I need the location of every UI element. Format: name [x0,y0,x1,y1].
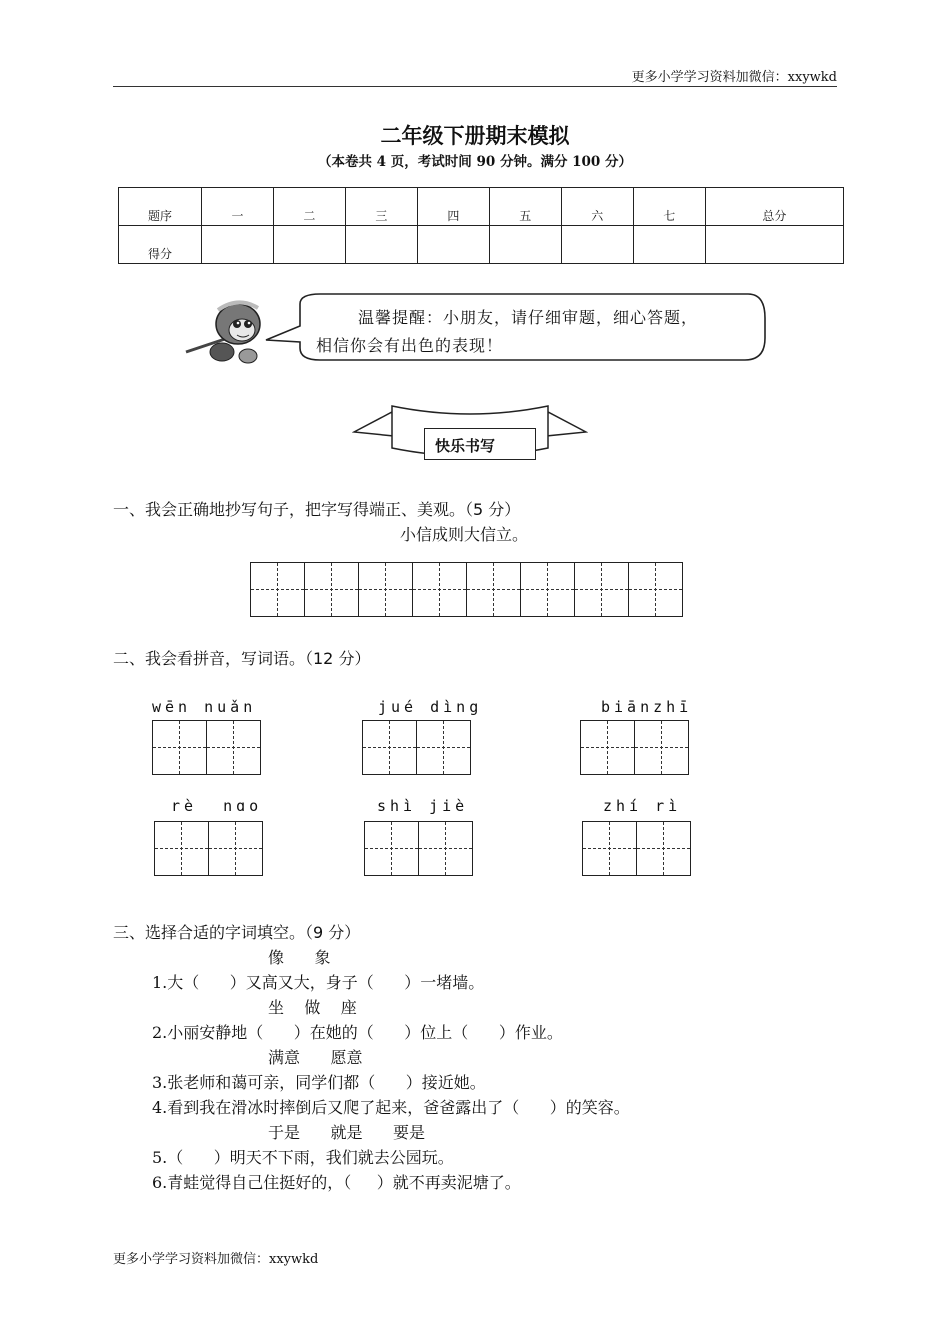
score-input-cell[interactable] [273,226,345,264]
writing-box[interactable] [362,720,417,775]
score-input-cell[interactable] [417,226,489,264]
page-title: 二年级下册期末模拟 [380,124,570,148]
q3-sentence-2: 2.小丽安静地（ ）在她的（ ）位上（ ）作业。 [152,1023,563,1042]
score-input-cell[interactable] [561,226,633,264]
score-cell: 五 [489,188,561,226]
q3-options-3: 满意 愿意 [268,1048,363,1067]
score-table [118,187,844,264]
q1-writing-grid[interactable] [251,562,683,617]
writing-box[interactable] [580,720,635,775]
q3-sentence-6: 6.青蛙觉得自己住挺好的，（ ）就不再卖泥塘了。 [152,1173,521,1192]
q3-sentence-1: 1.大（ ）又高又大，身子（ ）一堵墙。 [152,973,485,992]
writing-box[interactable] [574,562,629,617]
q3-options-4: 于是 就是 要是 [268,1123,426,1142]
score-cell: 题序 [119,188,202,226]
score-cell: 七 [633,188,705,226]
pinyin-answer-grid[interactable] [583,821,691,876]
reminder-line-1: 温馨提醒：小朋友，请仔细审题，细心答题， [358,308,699,327]
writing-box[interactable] [520,562,575,617]
score-input-cell[interactable] [633,226,705,264]
writing-box[interactable] [582,821,637,876]
score-input-cell[interactable] [705,226,843,264]
q3-sentence-5: 5.（ ）明天不下雨，我们就去公园玩。 [152,1148,454,1167]
q3-heading: 三、选择合适的字词填空。（9 分） [113,923,361,942]
pinyin-label: jué dìng [378,698,483,716]
writing-box[interactable] [152,720,207,775]
score-cell: 四 [417,188,489,226]
pinyin-answer-grid[interactable] [155,821,263,876]
q2-heading: 二、我会看拼音，写词语。（12 分） [113,649,371,668]
writing-box[interactable] [208,821,263,876]
pinyin-label: shì jiè [377,797,469,815]
writing-box[interactable] [412,562,467,617]
writing-box[interactable] [628,562,683,617]
header-divider [113,86,837,87]
writing-box[interactable] [364,821,419,876]
q3-sentence-4: 4.看到我在滑冰时摔倒后又爬了起来，爸爸露出了（ ）的笑容。 [152,1098,630,1117]
page-subtitle: （本卷共 4 页，考试时间 90 分钟。满分 100 分） [317,154,633,170]
pinyin-answer-grid[interactable] [365,821,473,876]
score-cell: 二 [273,188,345,226]
score-cell: 六 [561,188,633,226]
writing-box[interactable] [418,821,473,876]
writing-box[interactable] [636,821,691,876]
pinyin-answer-grid[interactable] [581,720,689,775]
score-cell: 一 [202,188,274,226]
score-cell: 三 [345,188,417,226]
score-cell: 得分 [119,226,202,264]
q1-heading: 一、我会正确地抄写句子，把字写得端正、美观。（5 分） [113,500,521,519]
score-cell: 总分 [705,188,843,226]
pinyin-label: biānzhī [601,698,693,716]
score-input-cell[interactable] [345,226,417,264]
score-table-score-row [119,226,844,264]
writing-box[interactable] [206,720,261,775]
writing-box[interactable] [154,821,209,876]
q3-sentence-3: 3.张老师和蔼可亲，同学们都（ ）接近她。 [152,1073,486,1092]
pinyin-answer-grid[interactable] [153,720,261,775]
q1-sentence: 小信成则大信立。 [400,525,529,544]
writing-box[interactable] [358,562,413,617]
pinyin-label: wēn nuǎn [152,698,257,716]
footer-note: 更多小学学习资料加微信：xxywkd [113,1252,319,1267]
writing-box[interactable] [466,562,521,617]
reminder-line-2: 相信你会有出色的表现！ [316,336,504,355]
q3-options-2: 坐 做 座 [268,998,357,1017]
monkey-mascot-icon [182,290,272,370]
pinyin-label: zhí rì [603,797,682,815]
score-input-cell[interactable] [489,226,561,264]
banner-label: 快乐书写 [435,437,496,455]
writing-box[interactable] [634,720,689,775]
score-input-cell[interactable] [202,226,274,264]
score-table-header-row [119,188,844,226]
header-note: 更多小学学习资料加微信：xxywkd [631,70,837,85]
pinyin-label: rè nɑo [171,797,263,815]
pinyin-answer-grid[interactable] [363,720,471,775]
writing-box[interactable] [304,562,359,617]
q3-options-1: 像 象 [268,948,331,967]
writing-box[interactable] [250,562,305,617]
writing-box[interactable] [416,720,471,775]
